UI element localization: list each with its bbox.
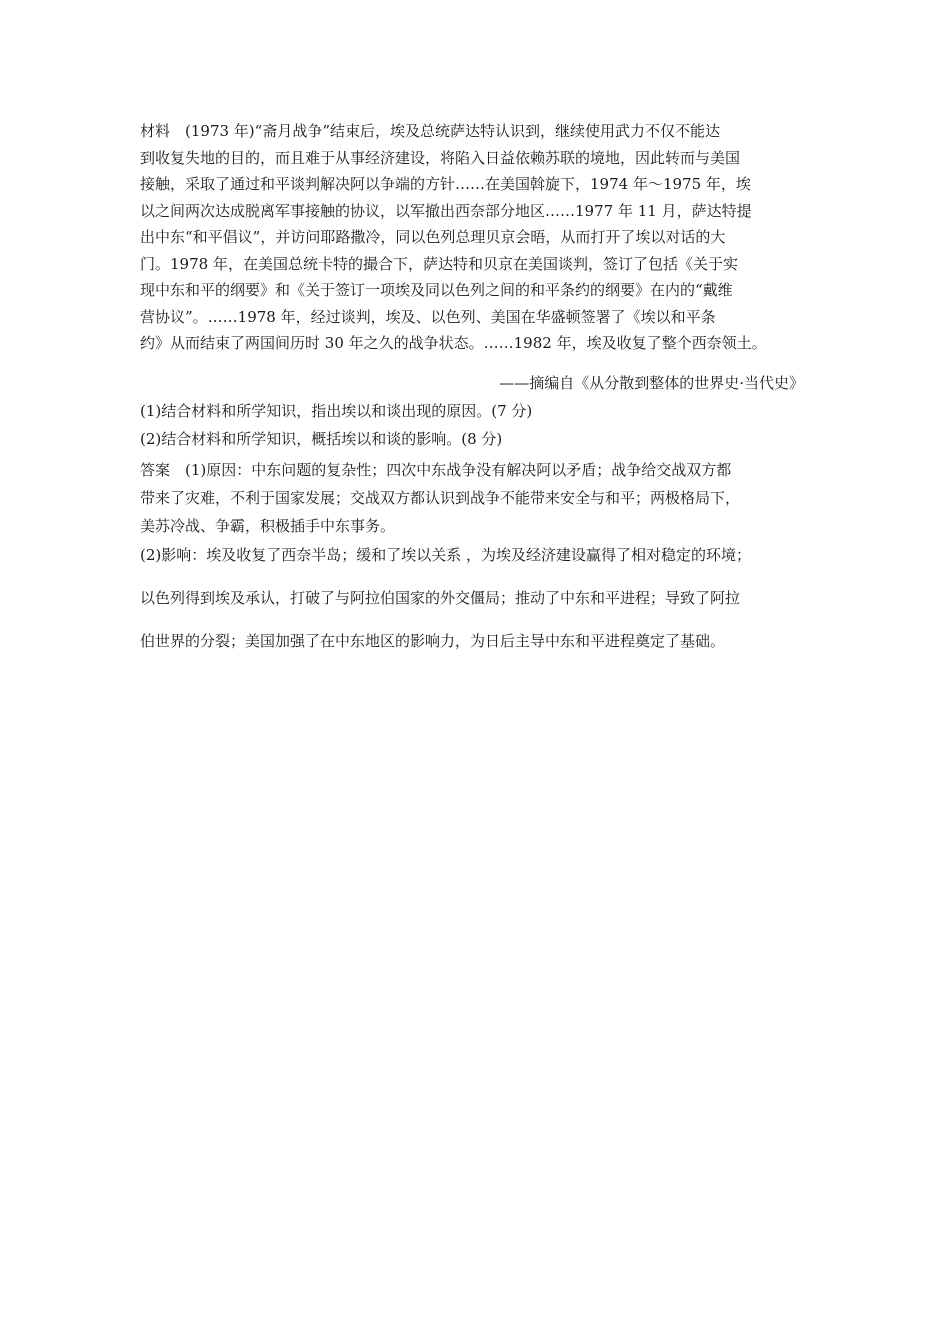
material-line: 到收复失地的目的，而且难于从事经济建设，将陷入日益依赖苏联的境地，因此转而与美国 bbox=[140, 148, 741, 167]
material-line: 现中东和平的纲要》和《关于签订一项埃及同以色列之间的和平条约的纲要》在内的“戴维 bbox=[140, 281, 733, 299]
answer-part-1 bbox=[140, 456, 816, 540]
material-line: 出中东“和平倡议”，并访问耶路撒冷，同以色列总理贝京会晤，从而打开了埃以对话的大 bbox=[140, 228, 726, 246]
material-line: 约》从而结束了两国间历时 30 年之久的战争状态。……1982 年，埃及收复了整个西奈领土。 bbox=[140, 334, 767, 352]
question-1: (1)结合材料和所学知识，指出埃以和谈出现的原因。(7 分) bbox=[140, 402, 533, 420]
material-line: 以之间两次达成脱离军事接触的协议，以军撤出西奈部分地区……1977 年 11 月，萨达特提 bbox=[140, 201, 752, 220]
material-line: 材料 (1973 年)“斋月战争”结束后，埃及总统萨达特认识到，继续使用武力不仅不能达 bbox=[140, 122, 720, 140]
impact-line: 以色列得到埃及承认，打破了与阿拉伯国家的外交僵局；推动了中东和平进程；导致了阿拉 bbox=[140, 589, 741, 607]
material-passage bbox=[140, 118, 816, 357]
material-line: 营协议”。……1978 年，经过谈判，埃及、以色列、美国在华盛顿签署了《埃以和平条 bbox=[140, 307, 716, 326]
answer-line: 美苏冷战、争霸，积极插手中东事务。 bbox=[140, 517, 396, 535]
material-line: 门。1978 年，在美国总统卡特的撮合下，萨达特和贝京在美国谈判，签订了包括《关于实 bbox=[140, 254, 738, 273]
material-line: 接触，采取了通过和平谈判解决阿以争端的方针……在美国斡旋下，1974 年～1975 年，埃 bbox=[140, 175, 751, 193]
material-source: ——摘编自《从分散到整体的世界史·当代史》 bbox=[499, 374, 804, 392]
impact-line: 伯世界的分裂；美国加强了在中东地区的影响力，为日后主导中东和平进程奠定了基础。 bbox=[140, 632, 726, 650]
answer-part-2 bbox=[140, 540, 816, 669]
impact-line: (2)影响：埃及收复了西奈半岛；缓和了埃以关系 ，为埃及经济建设赢得了相对稳定的环境； bbox=[140, 546, 752, 564]
answer-line: 带来了灾难，不利于国家发展；交战双方都认识到战争不能带来安全与和平；两极格局下， bbox=[140, 489, 741, 507]
question-2: (2)结合材料和所学知识，概括埃以和谈的影响。(8 分) bbox=[140, 430, 503, 448]
answer-line: 答案 (1)原因：中东问题的复杂性；四次中东战争没有解决阿以矛盾；战争给交战双方都 bbox=[140, 461, 732, 479]
